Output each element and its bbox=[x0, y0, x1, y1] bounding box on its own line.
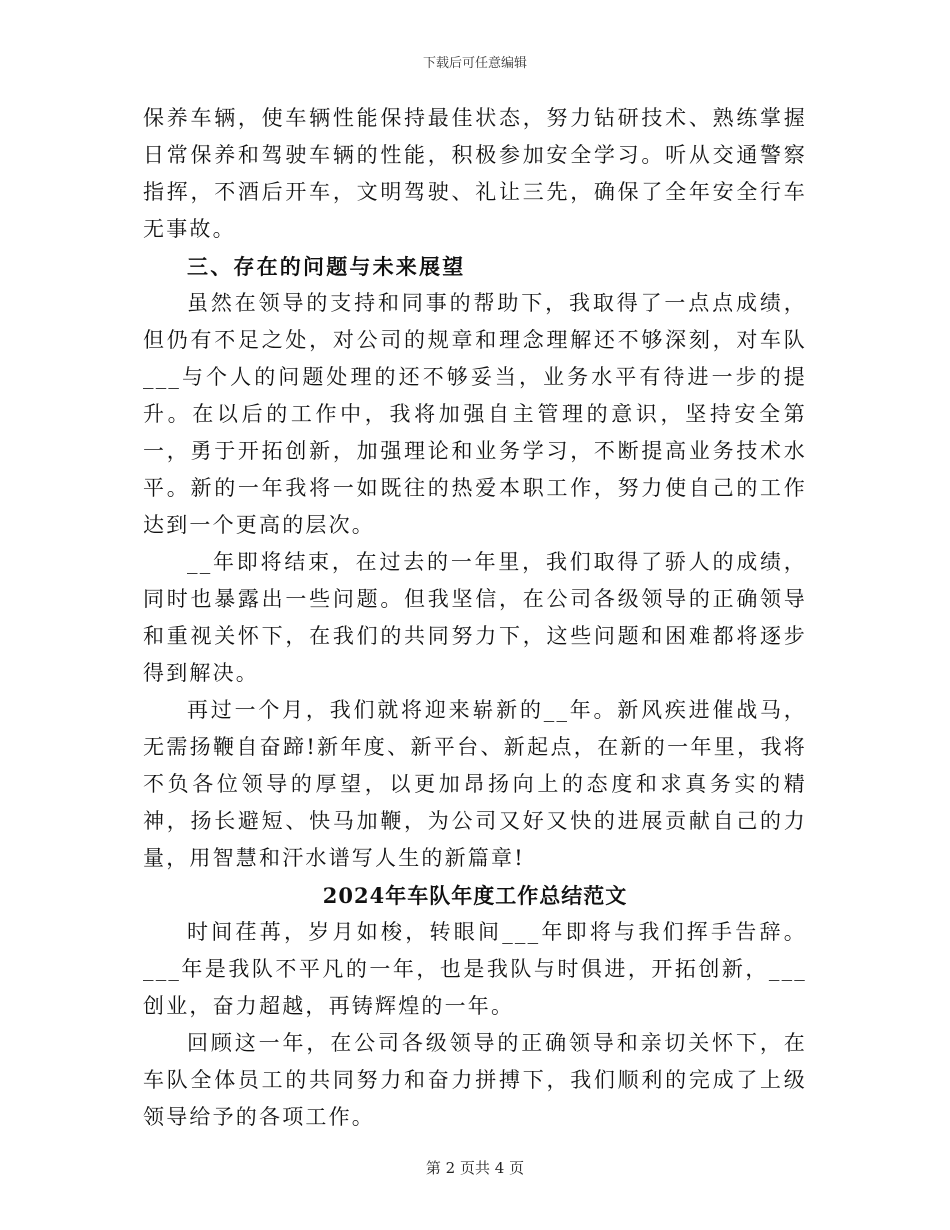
document-body bbox=[143, 100, 807, 1136]
document-title-2024-summary: 2024年车队年度工作总结范文 bbox=[322, 883, 628, 908]
section-heading-problems-outlook: 三、存在的问题与未来展望 bbox=[187, 254, 466, 279]
paragraph-year-end: __年即将结束，在过去的一年里，我们取得了骄人的成绩，同时也暴露出一些问题。但我坚信，在公司各级领导的正确领导和重视关怀下，在我们的共同努力下，这些问题和困难都将逐步得到解决。 bbox=[143, 550, 807, 685]
paragraph-time-flies: 时间荏苒，岁月如梭，转眼间___年即将与我们挥手告辞。___年是我队不平凡的一年，也是我队与时俱进，开拓创新，___创业，奋力超越，再铸辉煌的一年。 bbox=[143, 920, 807, 1018]
paragraph-continued: 保养车辆，使车辆性能保持最佳状态，努力钻研技术、熟练掌握日常保养和驾驶车辆的性能，积极参加安全学习。听从交通警察指挥，不酒后开车，文明驾驶、礼让三先，确保了全年安全行车无事故。 bbox=[143, 106, 807, 241]
paragraph-new-year: 再过一个月，我们就将迎来崭新的__年。新风疾进催战马，无需扬鞭自奋蹄!新年度、新平台、新起点，在新的一年里，我将不负各位领导的厚望，以更加昂扬向上的态度和求真务实的精神，扬长避短、快马加鞭，为公司又好又快的进展贡献自己的力量，用智慧和汗水谱写人生的新篇章! bbox=[143, 698, 807, 870]
page-number-indicator: 第 2 页共 4 页 bbox=[425, 1159, 525, 1177]
paragraph-review: 回顾这一年，在公司各级领导的正确领导和亲切关怀下，在车队全体员工的共同努力和奋力拼搏下，我们顺利的完成了上级领导给予的各项工作。 bbox=[143, 1031, 807, 1129]
page-header-note: 下载后可任意编辑 bbox=[422, 56, 527, 71]
paragraph-shortcomings: 虽然在领导的支持和同事的帮助下，我取得了一点点成绩，但仍有不足之处，对公司的规章和理念理解还不够深刻，对车队___与个人的问题处理的还不够妥当，业务水平有待进一步的提升。在以后的工作中，我将加强自主管理的意识，坚持安全第一，勇于开拓创新，加强理论和业务学习，不断提高业务技术水平。新的一年我将一如既往的热爱本职工作，努力使自己的工作达到一个更高的层次。 bbox=[143, 291, 807, 537]
